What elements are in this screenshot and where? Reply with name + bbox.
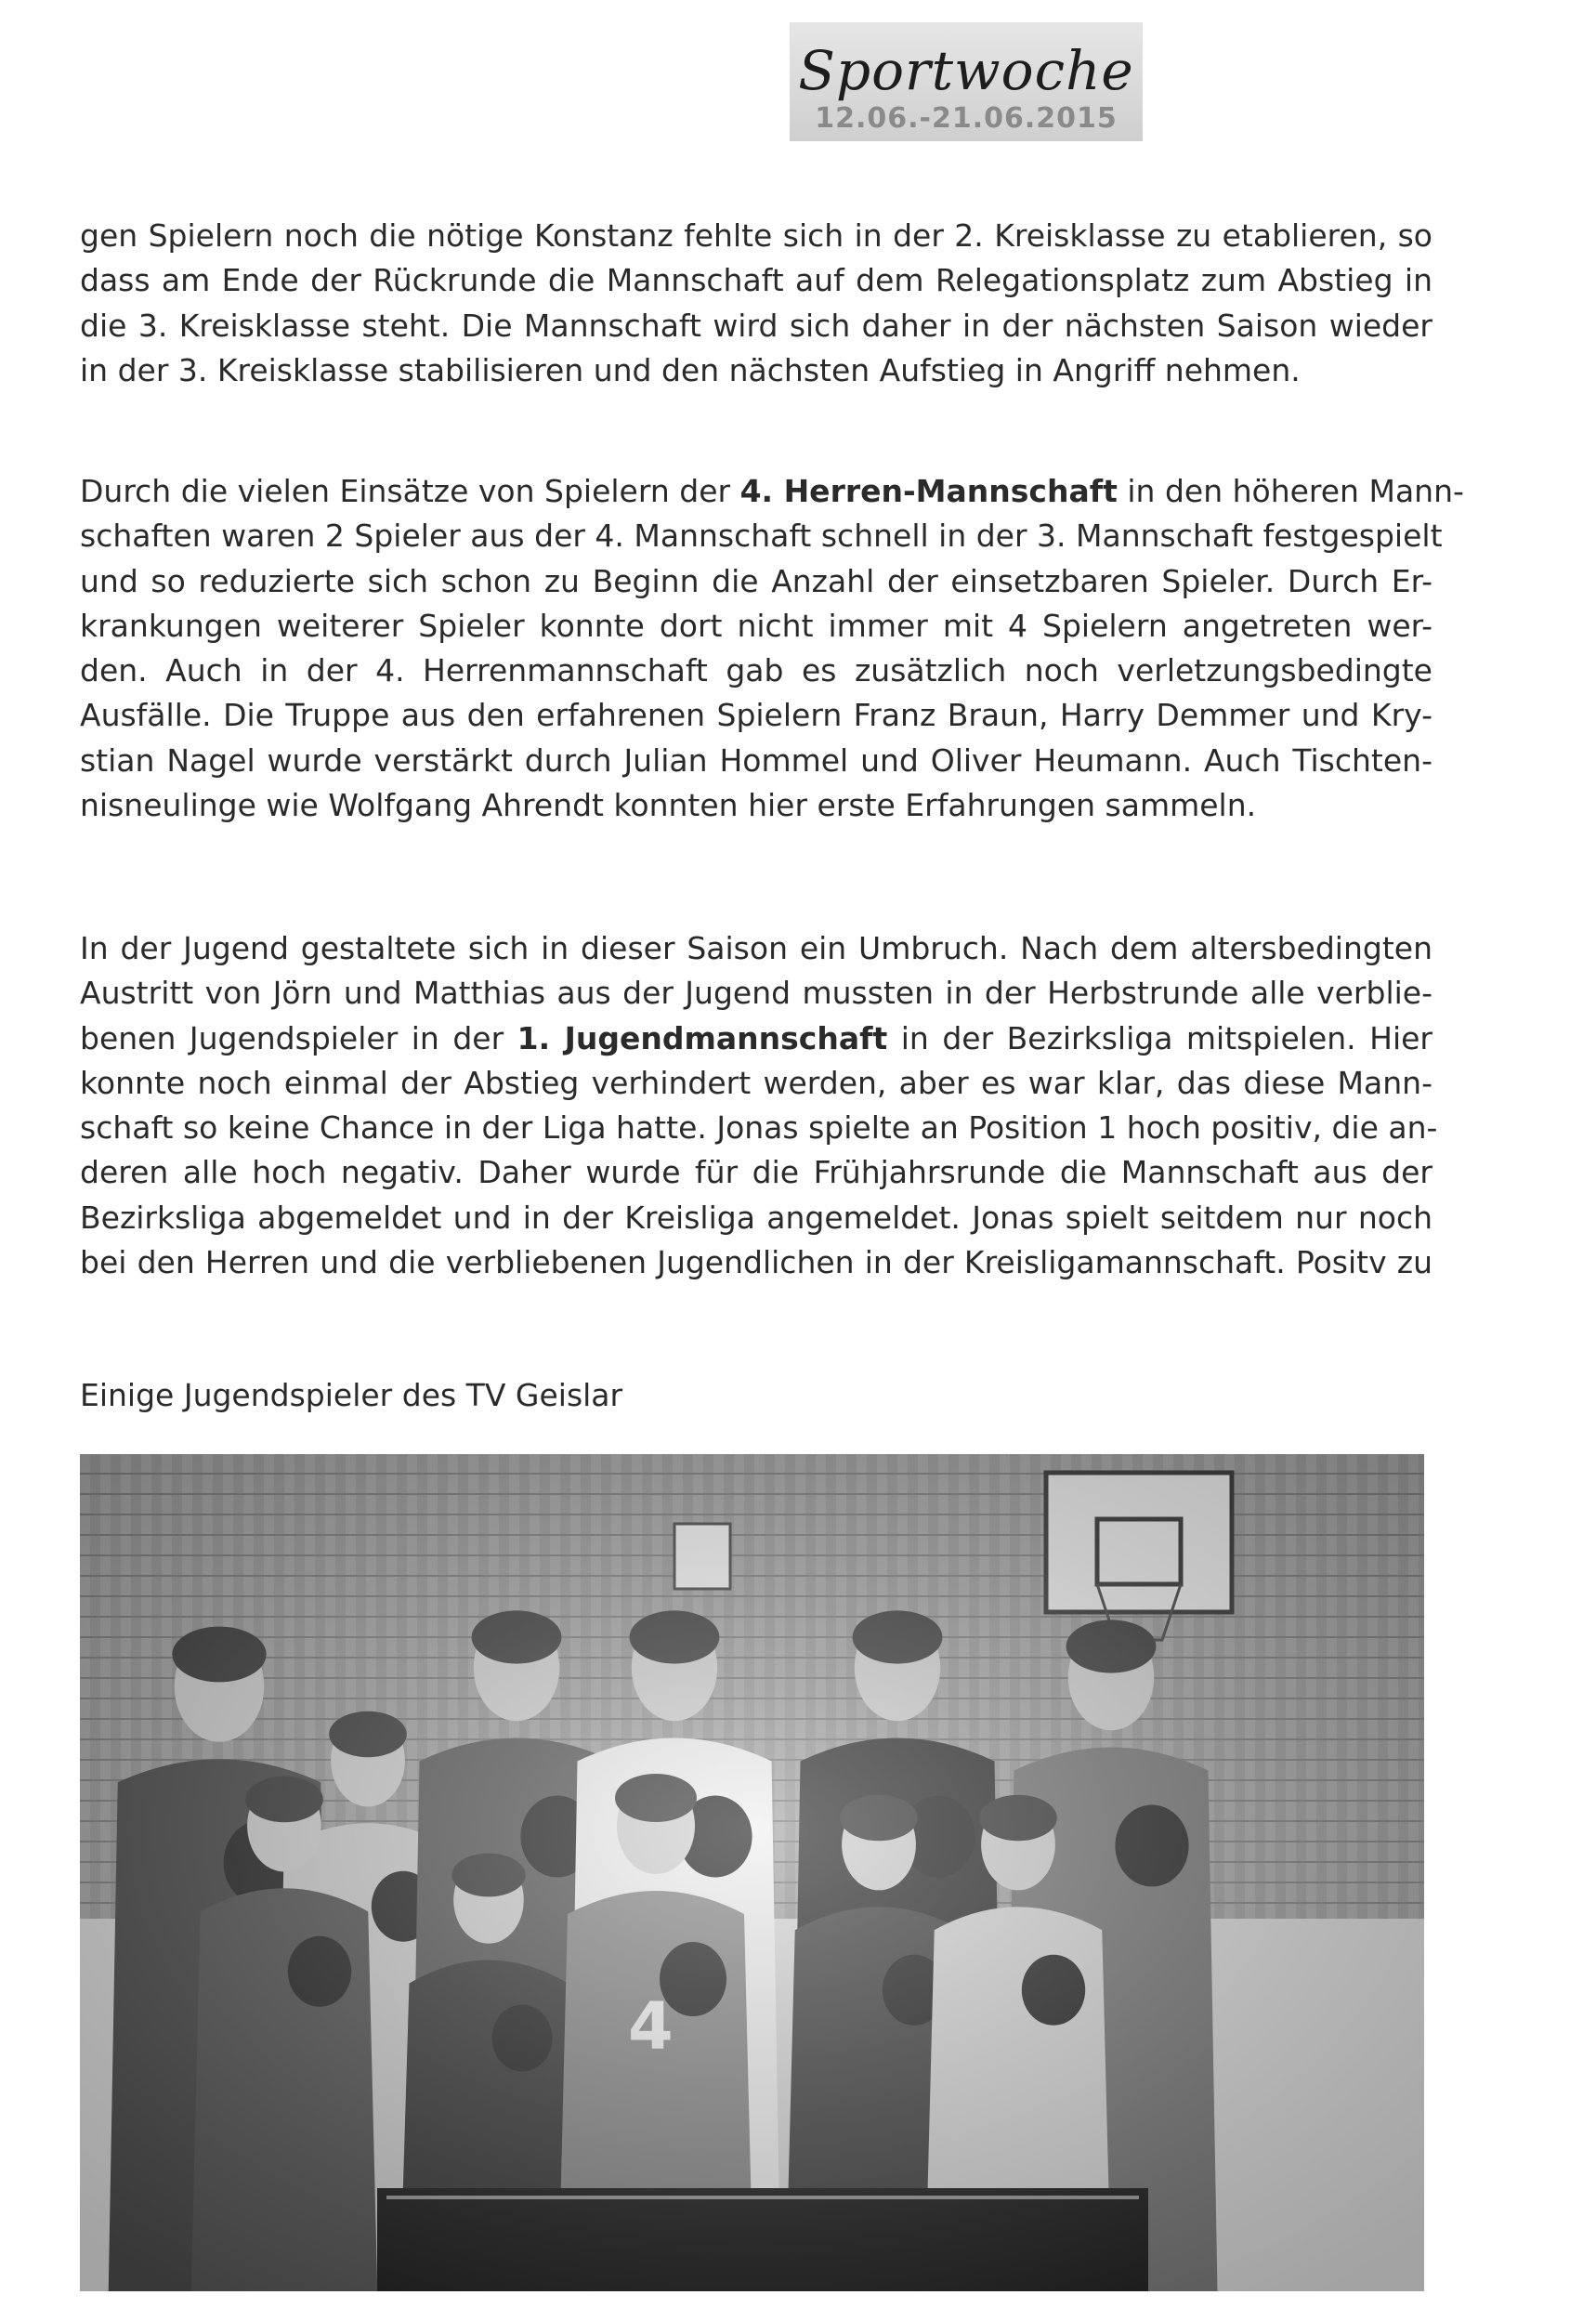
text-line: Ausfälle. Die Truppe aus den erfahrenen Spielern Franz Braun, Harry Demmer und Kry-	[80, 697, 1432, 734]
text-line: die 3. Kreisklasse steht. Die Mannschaft wird sich daher in der nächsten Saison wieder	[80, 307, 1432, 344]
text-line: schaft so keine Chance in der Liga hatte. Jonas spielte an Position 1 hoch positiv, die an-	[80, 1109, 1438, 1147]
text-line: stian Nagel wurde verstärkt durch Julian Hommel und Oliver Heumann. Auch Tischten-	[80, 741, 1432, 779]
text-line: gen Spielern noch die nötige Konstanz fehlte sich in der 2. Kreisklasse zu etablieren, so	[80, 217, 1432, 254]
text-line: und so reduzierte sich schon zu Beginn die Anzahl der einsetzbaren Spieler. Durch Er-	[80, 562, 1432, 599]
text-line: den. Auch in der 4. Herrenmannschaft gab es zusätzlich noch verletzungsbedingte	[80, 652, 1432, 689]
paragraph-2	[80, 469, 1464, 828]
text-line: schaften waren 2 Spieler aus der 4. Mannschaft schnell in der 3. Mannschaft festgespielt	[80, 518, 1443, 555]
masthead	[790, 22, 1143, 141]
text-line: Bezirksliga abgemeldet und in der Kreisliga angemeldet. Jonas spielt seitdem nur noch	[80, 1199, 1432, 1236]
masthead-title: Sportwoche	[798, 39, 1134, 102]
text-line: bei den Herren und die verbliebenen Jugendlichen in der Kreisligamannschaft. Positv zu	[80, 1244, 1432, 1281]
text-line: deren alle hoch negativ. Daher wurde für die Frühjahrsrunde die Mannschaft aus der	[80, 1154, 1432, 1191]
photo-caption: Einige Jugendspieler des TV Geislar	[80, 1377, 623, 1413]
masthead-date: 12.06.-21.06.2015	[815, 102, 1118, 135]
text-line: konnte noch einmal der Abstieg verhindert werden, aber es war klar, das diese Mann-	[80, 1064, 1432, 1101]
paragraph-3	[80, 926, 1438, 1285]
text-line: benen Jugendspieler in der 1. Jugendmannschaft in der Bezirksliga mitspielen. Hier	[80, 1019, 1432, 1056]
text-line: Austritt von Jörn und Matthias aus der Jugend mussten in der Herbstrunde alle verblie-	[80, 975, 1432, 1012]
text-line: nisneulinge wie Wolfgang Ahrendt konnten hier erste Erfahrungen sammeln.	[80, 787, 1257, 824]
paragraph-1	[80, 214, 1432, 393]
team-photo	[80, 1454, 1424, 2291]
text-line: Durch die vielen Einsätze von Spielern der 4. Herren-Mannschaft in den höheren Mann-	[80, 473, 1464, 509]
text-line: krankungen weiterer Spieler konnte dort nicht immer mit 4 Spielern angetreten wer-	[80, 607, 1432, 644]
text-line: in der 3. Kreisklasse stabilisieren und den nächsten Aufstieg in Angriff nehmen.	[80, 351, 1301, 388]
text-line: dass am Ende der Rückrunde die Mannschaft auf dem Relegationsplatz zum Abstieg in	[80, 262, 1432, 299]
text-line: In der Jugend gestaltete sich in dieser Saison ein Umbruch. Nach dem altersbedingten	[80, 930, 1432, 966]
